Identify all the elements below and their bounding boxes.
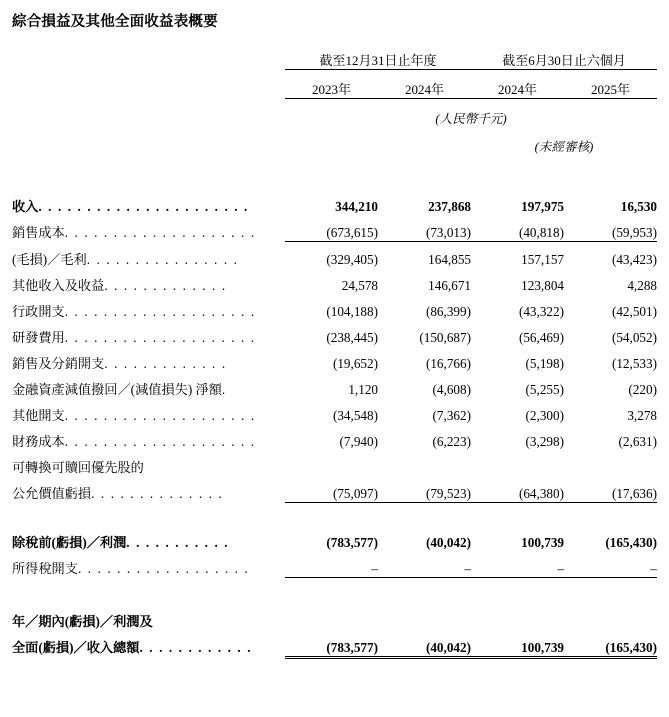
table-row [12, 398, 657, 424]
cell-value: 4,288 [627, 277, 657, 293]
cell-value: (7,940) [339, 433, 378, 449]
cell-value: (5,198) [525, 355, 564, 371]
table-row [12, 372, 657, 398]
row-label-text: 其他收入及收益 [12, 277, 105, 293]
leader-dots: . . . . . . . . . . . . . [104, 277, 227, 293]
table-row [12, 320, 657, 346]
header-audit-row [12, 136, 657, 155]
cell-value: (104,188) [326, 303, 378, 319]
cell-value: (783,577) [326, 534, 378, 550]
table-header-years [12, 79, 657, 99]
row-label-total-comprehensive [12, 630, 285, 656]
cell-value: – [557, 560, 564, 576]
rule-spacer [12, 656, 285, 658]
audit-spacer [12, 136, 285, 155]
cell-value: 3,278 [627, 407, 657, 423]
cell-value: 146,671 [428, 277, 471, 293]
row-label-text: 所得稅開支 [12, 560, 78, 576]
row-label-impairment [12, 372, 285, 398]
cell-empty [285, 450, 378, 476]
cell-empty [378, 604, 471, 630]
cell-value: (75,097) [332, 485, 378, 501]
cell-value: (43,423) [611, 251, 657, 267]
row-label-text: (毛損)／毛利 [12, 251, 87, 267]
header-gap-row [12, 70, 657, 80]
cell-value: (5,255) [525, 381, 564, 397]
rule-cell [378, 656, 471, 658]
cell-value: (16,766) [425, 355, 471, 371]
cell-value: (54,052) [611, 329, 657, 345]
gap-before-pretax [12, 502, 657, 525]
cell-value: 157,157 [521, 251, 564, 267]
leader-dots: . . . . . . . . . . . . . . . . . . . . . . [38, 199, 249, 214]
leader-dots: . . . . . . . . . . . [126, 534, 230, 550]
cell-value: 237,868 [428, 199, 471, 214]
total-double-rule-row [12, 656, 657, 658]
row-label-text: 全面(虧損)／收入總額 [12, 639, 140, 655]
cell-value: (40,042) [425, 534, 471, 550]
gap-after-currency [12, 127, 657, 136]
header-year-2023: 2023年 [285, 79, 378, 99]
row-label-text: 行政開支 [12, 303, 65, 319]
row-label-text: 其他開支 [12, 407, 65, 423]
leader-dots: . . . . . . . . . . . . . . [91, 485, 224, 501]
row-label-text: 研發費用 [12, 329, 65, 345]
cell-value: (42,501) [611, 303, 657, 319]
cell-value: (165,430) [605, 534, 657, 550]
header-currency-row [12, 108, 657, 127]
row-label-finance-cost [12, 424, 285, 450]
gap-after-years [12, 99, 657, 109]
cell-value: 344,210 [335, 199, 378, 214]
leader-dots: . . . . . . . . . . . . . . . . . . . . [64, 225, 256, 240]
cell-value: (64,380) [518, 485, 564, 501]
row-label-revenue [12, 189, 285, 215]
row-label-other-income [12, 268, 285, 294]
cell-empty [378, 450, 471, 476]
header-spacer [12, 50, 285, 70]
cell-value: (7,362) [432, 407, 471, 423]
cell-value: 100,739 [521, 534, 564, 550]
rule-cell [285, 656, 378, 658]
cell-value: (220) [628, 381, 657, 397]
row-label-text: 銷售及分銷開支 [12, 355, 105, 371]
audit-spacer-2 [285, 136, 471, 155]
cell-value: (79,523) [425, 485, 471, 501]
row-label-gross-profit [12, 242, 285, 268]
header-group-interim: 截至6月30日止六個月 [471, 50, 657, 70]
row-label-text: 除稅前(虧損)／利潤 [12, 534, 127, 550]
rule-cell [564, 656, 657, 658]
cell-value: 1,120 [348, 381, 378, 397]
table-row [12, 476, 657, 502]
row-label-text: 年／期內(虧損)／利潤及 [12, 613, 153, 629]
cell-value: (238,445) [326, 329, 378, 345]
cell-value: (150,687) [419, 329, 471, 345]
cell-value: (4,608) [432, 381, 471, 397]
cell-value: (56,469) [518, 329, 564, 345]
row-label-text: 公允價值虧損 [12, 485, 92, 501]
cell-value: – [650, 560, 657, 576]
cell-value: 100,739 [521, 639, 564, 655]
table-row [12, 268, 657, 294]
cell-empty [564, 450, 657, 476]
financial-summary-table [12, 50, 657, 659]
cell-value: 16,530 [620, 199, 657, 214]
cell-empty [471, 604, 564, 630]
table-row [12, 424, 657, 450]
cell-value: (783,577) [326, 639, 378, 655]
row-label-rnd-expenses [12, 320, 285, 346]
table-row [12, 551, 657, 577]
table-row [12, 346, 657, 372]
leader-dots: . . . . . . . . . . . . . [104, 355, 227, 371]
header-group-annual: 截至12月31日止年度 [285, 50, 471, 70]
leader-dots: . . . . . . . . . . . . . . . . . . [77, 560, 250, 576]
row-label-text: 財務成本 [12, 433, 65, 449]
cell-value: (43,322) [518, 303, 564, 319]
cell-value: 123,804 [521, 277, 564, 293]
gap-before-total [12, 577, 657, 604]
row-label-other-expenses [12, 398, 285, 424]
cell-empty [564, 604, 657, 630]
cell-value: (59,953) [611, 225, 657, 240]
cell-value: – [371, 560, 378, 576]
cell-value: (12,533) [611, 355, 657, 371]
cell-value: (40,818) [518, 225, 564, 240]
leader-dots: . . . . . . . . . . . . [139, 639, 253, 655]
cell-value: (73,013) [425, 225, 471, 240]
row-label-convertible-fv-loss [12, 476, 285, 502]
cell-value: (40,042) [425, 639, 471, 655]
cell-value: (3,298) [525, 433, 564, 449]
table-row [12, 189, 657, 215]
gap-before-body [12, 155, 657, 189]
row-label-text: 銷售成本 [12, 225, 65, 240]
cell-value: (86,399) [425, 303, 471, 319]
leader-dots: . . . . . . . . . . . . . . . . [86, 251, 239, 267]
cell-empty [285, 604, 378, 630]
currency-spacer [12, 108, 285, 127]
row-label-text: 可轉換可贖回優先股的 [12, 459, 144, 475]
cell-value: 164,855 [428, 251, 471, 267]
cell-value: 197,975 [521, 199, 564, 214]
page-title: 綜合損益及其他全面收益表概要 [12, 14, 218, 30]
leader-dots: . [221, 381, 227, 397]
leader-dots: . . . . . . . . . . . . . . . . . . . . [64, 407, 256, 423]
cell-value: (329,405) [326, 251, 378, 267]
table-row [12, 294, 657, 320]
header-spacer-2 [12, 79, 285, 99]
cell-value: (34,548) [332, 407, 378, 423]
header-year-2024-interim: 2024年 [471, 79, 564, 99]
cell-value: (2,300) [525, 407, 564, 423]
currency-note: (人民幣千元) [435, 112, 507, 126]
row-label-text: 金融資產減值撥回／(減值損失) 淨額 [12, 381, 222, 397]
leader-dots: . . . . . . . . . . . . . . . . . . . . [64, 329, 256, 345]
audit-note: (未經審核) [534, 140, 594, 154]
row-label-admin-expenses [12, 294, 285, 320]
header-year-2025-interim: 2025年 [564, 79, 657, 99]
cell-value: (165,430) [605, 639, 657, 655]
leader-dots: . . . . . . . . . . . . . . . . . . . . [64, 303, 256, 319]
row-label-total-line1 [12, 604, 285, 630]
cell-empty [471, 450, 564, 476]
row-label-pretax-profit [12, 525, 285, 551]
cell-value: (6,223) [432, 433, 471, 449]
row-label-income-tax [12, 551, 285, 577]
cell-value: – [464, 560, 471, 576]
cell-value: (2,631) [618, 433, 657, 449]
header-year-2024-annual: 2024年 [378, 79, 471, 99]
table-row [12, 525, 657, 551]
leader-dots: . . . . . . . . . . . . . . . . . . . . [64, 433, 256, 449]
cell-value: (19,652) [332, 355, 378, 371]
row-label-cost-of-sales [12, 215, 285, 241]
table-row [12, 630, 657, 656]
rule-cell [471, 656, 564, 658]
cell-value: (673,615) [326, 225, 378, 240]
table-header-groups [12, 50, 657, 70]
table-row [12, 450, 657, 476]
row-label-text: 收入 [12, 199, 39, 214]
row-label-selling-distribution [12, 346, 285, 372]
cell-value: (17,636) [611, 485, 657, 501]
table-row [12, 242, 657, 268]
table-row [12, 215, 657, 241]
table-row [12, 604, 657, 630]
row-label-convertible-line1 [12, 450, 285, 476]
cell-value: 24,578 [341, 277, 378, 293]
